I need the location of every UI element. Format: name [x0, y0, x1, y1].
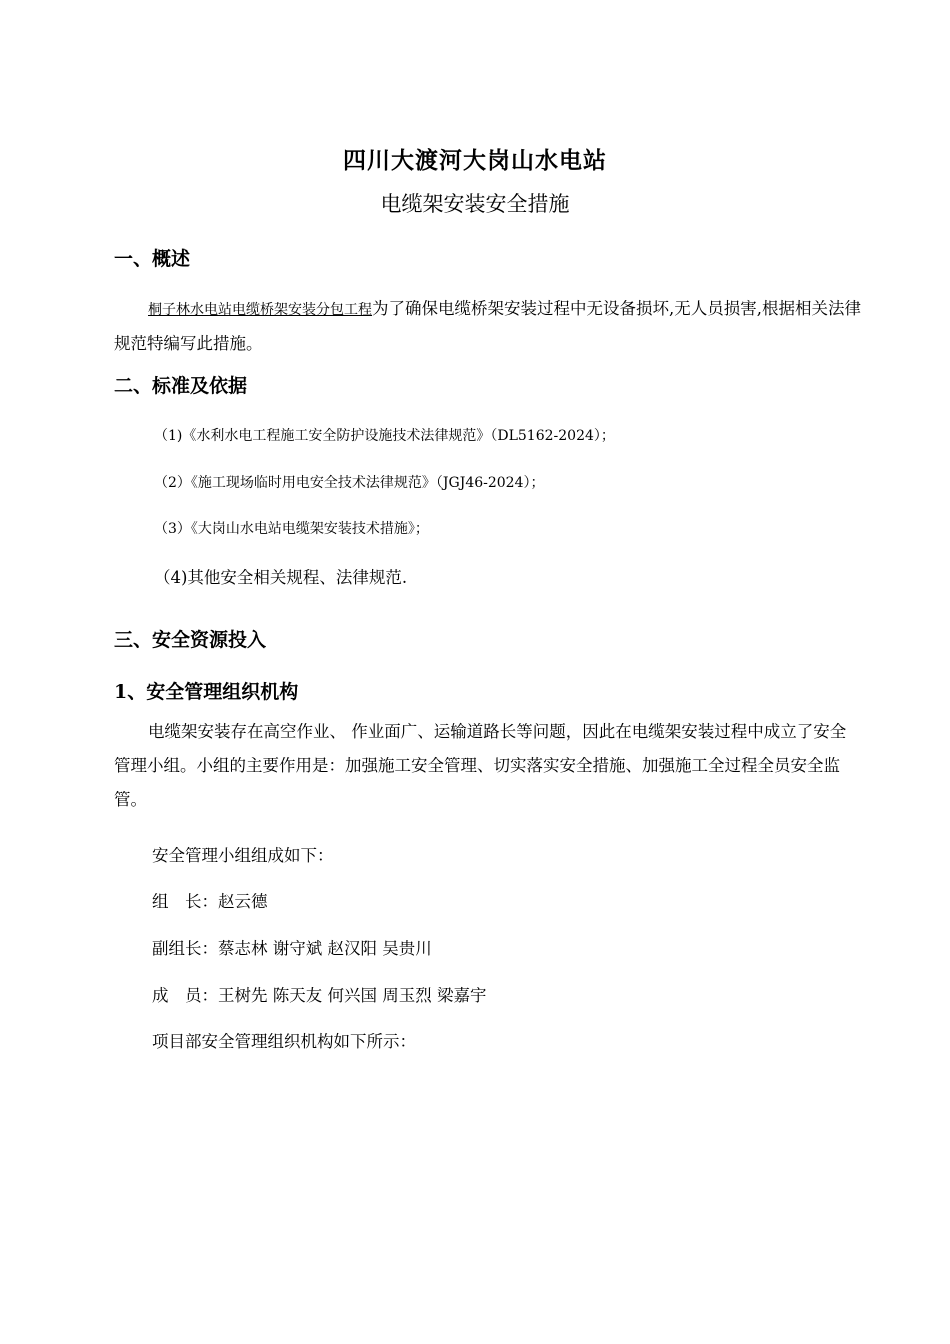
team-deputies: 副组长：蔡志林 谢守斌 赵汉阳 吴贵川	[152, 939, 432, 958]
org-chart-intro: 项目部安全管理组织机构如下所示：	[152, 1032, 416, 1051]
overview-text: 为了确保电缆桥架安装过程中无设备损坏,无人员损害,根据相关法律规范特编写此措施。	[114, 299, 861, 353]
section-heading-resources: 三、安全资源投入	[114, 629, 267, 651]
team-leader: 组 长：赵云德	[152, 892, 268, 911]
standard-item-2: （2）《施工现场临时用电安全技术法律规范》（JGJ46-2024）；	[154, 475, 545, 491]
team-members: 成 员：王树先 陈天友 何兴国 周玉烈 梁嘉宇	[152, 986, 487, 1005]
document-subtitle: 电缆架安装安全措施	[380, 192, 570, 216]
document-title: 四川大渡河大岗山水电站	[343, 147, 607, 174]
section-heading-overview: 一、概述	[114, 248, 191, 270]
subsection-heading-organization: 1、安全管理组织机构	[114, 681, 299, 703]
project-name-underlined: 桐子林水电站电缆桥架安装分包工程	[148, 302, 372, 318]
standard-item-4: （4)其他安全相关规程、法律规范.	[154, 568, 408, 587]
section-heading-standards: 二、标准及依据	[114, 375, 248, 397]
standard-item-1: （1)《水利水电工程施工安全防护设施技术法律规范》（DL5162-2024）；	[154, 428, 615, 444]
standard-item-3: （3）《大岗山水电站电缆架安装技术措施》；	[154, 521, 429, 537]
organization-paragraph: 电缆架安装存在高空作业、 作业面广、运输道路长等问题，因此在电缆架安装过程中成立了安全管理小组。小组的主要作用是：加强施工安全管理、切实落实安全措施、加强施工全过程全员安全监管。	[114, 722, 847, 809]
overview-paragraph	[114, 292, 862, 361]
team-intro: 安全管理小组组成如下：	[152, 846, 334, 865]
